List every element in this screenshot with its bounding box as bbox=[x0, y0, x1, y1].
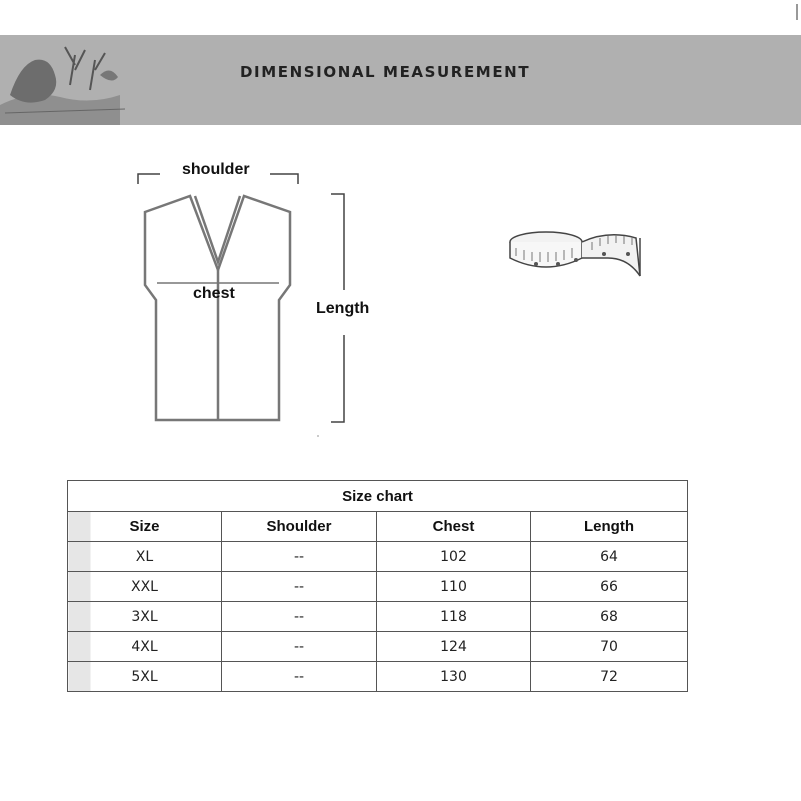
shoulder-cell: -- bbox=[222, 572, 377, 602]
length-cell: 70 bbox=[531, 632, 688, 662]
chest-cell: 130 bbox=[377, 662, 531, 692]
chest-cell: 110 bbox=[377, 572, 531, 602]
size-cell: XXL bbox=[68, 572, 222, 602]
size-cell: XL bbox=[68, 542, 222, 572]
length-cell: 68 bbox=[531, 602, 688, 632]
column-header-length: Length bbox=[531, 512, 688, 542]
length-cell: 72 bbox=[531, 662, 688, 692]
size-chart-table bbox=[67, 480, 688, 692]
shoulder-cell: -- bbox=[222, 542, 377, 572]
chest-label: chest bbox=[193, 285, 235, 302]
column-header-shoulder: Shoulder bbox=[222, 512, 377, 542]
tape-measure-icon bbox=[510, 232, 640, 276]
size-chart-title: Size chart bbox=[68, 481, 688, 512]
chest-cell: 102 bbox=[377, 542, 531, 572]
size-cell: 4XL bbox=[68, 632, 222, 662]
column-header-size: Size bbox=[68, 512, 222, 542]
table-row bbox=[68, 572, 688, 602]
length-label: Length bbox=[316, 300, 370, 317]
length-cell: 66 bbox=[531, 572, 688, 602]
shoulder-label: shoulder bbox=[182, 161, 250, 178]
chest-cell: 118 bbox=[377, 602, 531, 632]
page-title: DIMENSIONAL MEASUREMENT bbox=[240, 63, 531, 81]
table-row bbox=[68, 542, 688, 572]
column-header-chest: Chest bbox=[377, 512, 531, 542]
shoulder-cell: -- bbox=[222, 602, 377, 632]
size-cell: 3XL bbox=[68, 602, 222, 632]
table-header-row bbox=[68, 512, 688, 542]
size-cell: 5XL bbox=[68, 662, 222, 692]
shoulder-cell: -- bbox=[222, 662, 377, 692]
table-row bbox=[68, 662, 688, 692]
vest-outline bbox=[145, 196, 290, 420]
shoulder-cell: -- bbox=[222, 632, 377, 662]
table-row bbox=[68, 602, 688, 632]
chest-cell: 124 bbox=[377, 632, 531, 662]
length-cell: 64 bbox=[531, 542, 688, 572]
table-row bbox=[68, 632, 688, 662]
